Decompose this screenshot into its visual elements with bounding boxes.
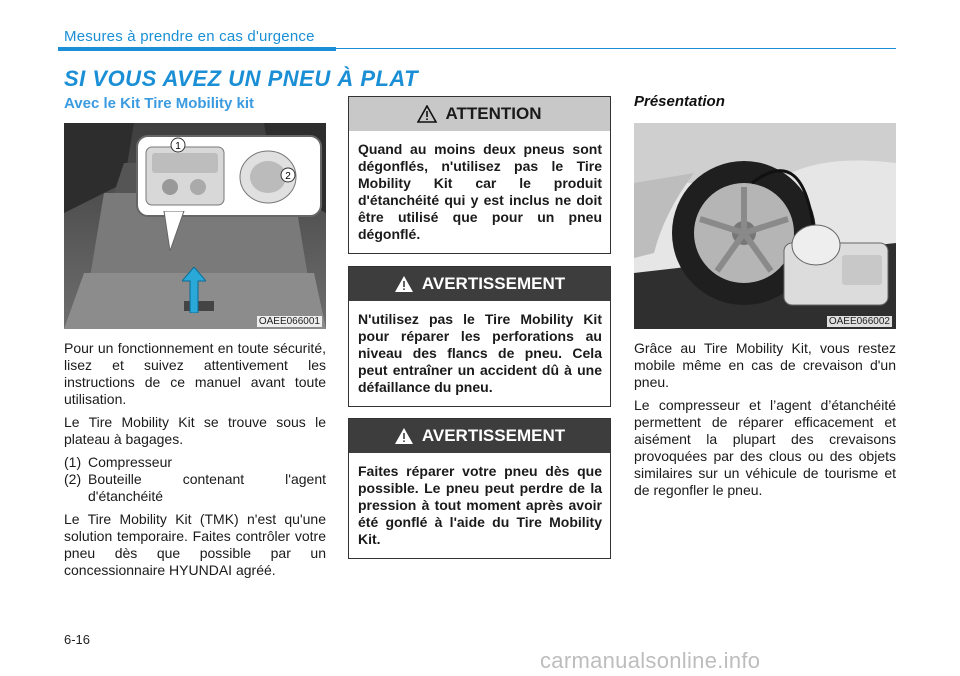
page-number: 6-16: [64, 632, 91, 647]
attention-box: [348, 96, 611, 254]
list-number: (1): [64, 454, 82, 470]
warning-triangle-icon: [417, 105, 437, 123]
list-number: (2): [64, 471, 82, 487]
tmk-kit-illustration: [138, 137, 320, 215]
left-subtitle: Avec le Kit Tire Mobility kit: [64, 95, 255, 112]
wheel-illustration: [634, 123, 896, 329]
callout-1: 1: [175, 141, 181, 152]
left-body: [64, 340, 326, 585]
warning-box: [348, 266, 611, 407]
paragraph: Le compresseur et l’agent d’étanchéité permettent de réparer efficacement et aisément la plupart des crevaisons provoquées par des clous ou des objets similaires sur un véhicule de tourisme et de regonfler le pneu.: [634, 397, 896, 498]
paragraph: Le Tire Mobility Kit se trouve sous le plateau à bagages.: [64, 414, 326, 447]
wheel-figure: [634, 123, 896, 329]
figure-code: OAEE066002: [828, 316, 890, 327]
paragraph: Le Tire Mobility Kit (TMK) n'est qu'une solution temporaire. Faites contrôler votre pneu dès que possible par un concessionnaire HYUNDAI agréé.: [64, 511, 326, 578]
right-body: [634, 340, 896, 505]
callout-pointer: [160, 211, 200, 251]
box-heading-text: AVERTISSEMENT: [421, 426, 566, 445]
paragraph: Pour un fonctionnement en toute sécurité, lisez et suivez attentivement les instructions de ce manuel avant toute utilisation.: [64, 340, 326, 407]
list-item: [64, 454, 326, 471]
box-text: Faites réparer votre pneu dès que possible. Le pneu peut perdre de la pression à tout moment après avoir été gonflé à l'aide du Tire Mobility Kit.: [358, 463, 602, 547]
right-subtitle: Présentation: [634, 93, 725, 110]
warning-heading: [349, 267, 610, 301]
box-heading-text: AVERTISSEMENT: [421, 274, 566, 293]
list-text: Compresseur: [88, 454, 173, 470]
watermark: carmanualsonline.info: [540, 648, 761, 673]
paragraph: Grâce au Tire Mobility Kit, vous restez mobile même en cas de crevaison d'un pneu.: [634, 340, 896, 390]
list-text: Bouteille contenant l'agent d'étanchéité: [88, 471, 326, 504]
warning-triangle-icon: [394, 275, 414, 293]
trunk-figure: [64, 123, 326, 329]
warning-box: [348, 418, 611, 559]
arrow-up-icon: [182, 267, 206, 313]
callout-2: 2: [285, 171, 291, 182]
box-heading-text: ATTENTION: [445, 104, 542, 123]
box-text: N'utilisez pas le Tire Mobility Kit pour réparer les perforations au niveau des flancs de pneu. Cela peut entraîner un accident dû à une défaillance du pneu.: [358, 311, 602, 395]
figure-code: OAEE066001: [258, 316, 320, 327]
zoom-callout: [136, 135, 322, 217]
header-rule-thin: [336, 48, 896, 49]
box-text: Quand au moins deux pneus sont dégonflés, n'utilisez pas le Tire Mobility Kit car le produit d'étanchéité qui y est inclus ne doit être utilisé que pour un pneu dégonflé.: [358, 141, 602, 242]
warning-triangle-icon: [394, 427, 414, 445]
attention-heading: [349, 97, 610, 131]
warning-heading: [349, 419, 610, 453]
header-rule: [58, 47, 336, 51]
section-title: Mesures à prendre en cas d'urgence: [64, 28, 315, 45]
page-title: SI VOUS AVEZ UN PNEU À PLAT: [64, 66, 419, 91]
list-item: [64, 471, 326, 505]
